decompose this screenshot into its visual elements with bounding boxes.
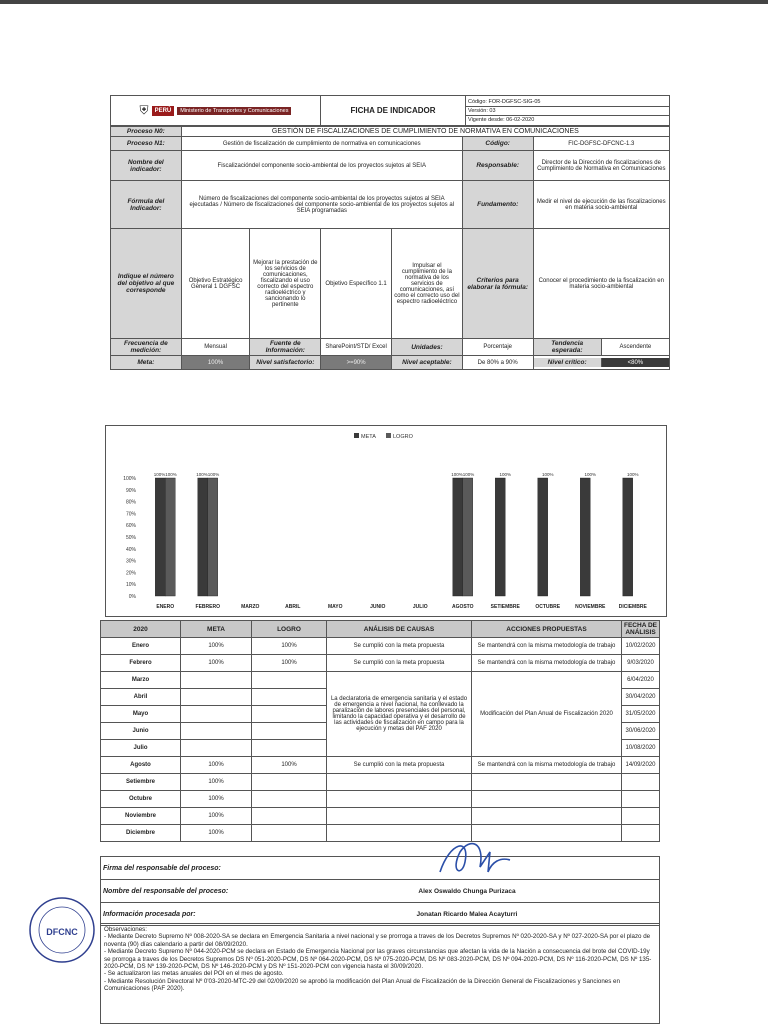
row-logro	[252, 689, 327, 706]
bar-meta	[155, 478, 165, 596]
row-meta	[181, 706, 252, 723]
row-fecha: 30/06/2020	[622, 723, 660, 740]
table-row	[101, 638, 660, 655]
observacion-item: - Mediante Resolución Directoral Nº 0'03-2020-MTC-29 del 02/09/2020 se aprobó la modificación del Plan Anual de Fiscalización de la Dirección General de Fiscalizaciones y Sanciones en Comunicaciones (PAF 2020).	[104, 977, 620, 993]
ministry-logo	[111, 96, 321, 126]
bar-logro	[463, 478, 473, 596]
x-tick-label: AGOSTO	[451, 604, 474, 610]
row-logro	[252, 706, 327, 723]
fundamento: Medir el nivel de ejecución de las fiscalizaciones en materia socio-ambiental	[533, 181, 669, 229]
y-tick-label: 30%	[125, 558, 136, 565]
row-fecha: 9/03/2020	[622, 655, 660, 672]
bar-value-label: 100%	[584, 472, 597, 477]
nombre-label: Nombre del indicador:	[111, 151, 182, 181]
y-tick-label: 60%	[125, 523, 136, 530]
row-meta: 100%	[181, 825, 252, 842]
observacion-item: - Mediante Decreto Supremo Nº 044-2020-PCM se declara en Estado de Emergencia Nacional por las graves circunstancias que afectan la vida de la Nación a consecuencia del brote del COVID-19y se prorroga a traves de los Decretos Supremos DS Nº 051-2020-PCM, DS Nº 064-2020-PCM, DS Nº 075-2020-PCM, DS Nº 083-2020-PCM, DS Nº 094-2020-PCM, DS Nº 116-2020-PCM, DS Nº 135-2020-PCM, DS Nº 139-2020-PCM, DS Nº 146-2020-PCM y DS Nº 151-2020-PCM con vigencia hasta el 30/09/2020.	[104, 948, 652, 971]
row-analisis: Se cumplió con la meta propuesta	[327, 638, 472, 655]
bar-value-label: 100%100%	[153, 472, 177, 477]
row-mes: Diciembre	[101, 825, 181, 842]
proceso-n1-label: Proceso N1:	[111, 137, 182, 151]
row-acciones-merged: Modificación del Plan Anual de Fiscalización 2020	[472, 672, 622, 757]
bar-meta	[538, 478, 548, 596]
row-fecha: 14/09/2020	[622, 757, 660, 774]
formula-label: Fórmula del Indicador:	[111, 181, 182, 229]
codigo: FIC-DGFSC-DFCNC-1.3	[533, 137, 669, 151]
bar-meta	[453, 478, 463, 596]
tendencia-label: Tendencia esperada:	[534, 339, 602, 355]
fundamento-label: Fundamento:	[462, 181, 533, 229]
row-logro: 100%	[252, 638, 327, 655]
obj-estrategico-desc: Mejorar la prestación de los servicios de comunicaciones, fiscalizando el uso correcto del espectro radioeléctrico y sancionando lo pertinente	[250, 229, 321, 339]
row-meta	[181, 723, 252, 740]
row-logro	[252, 791, 327, 808]
row-acciones: Se mantendrá con la misma metodología de trabajo	[472, 638, 622, 655]
row-analisis: Se cumplió con la meta propuesta	[327, 757, 472, 774]
row-meta: 100%	[181, 774, 252, 791]
proceso-n1: Gestión de fiscalización de cumplimiento de normativa en comunicaciones	[181, 137, 462, 151]
meta-label: Meta:	[111, 356, 182, 370]
proceso-n0: GESTIÓN DE FISCALIZACIONES DE CUMPLIMIENTO DE NORMATIVA EN COMUNICACIONES	[181, 127, 669, 137]
row-meta	[181, 689, 252, 706]
bar-value-label: 100%	[499, 472, 512, 477]
frecuencia-label: Frecuencia de medición:	[111, 339, 182, 356]
row-analisis: Se cumplió con la meta propuesta	[327, 655, 472, 672]
row-fecha: 6/04/2020	[622, 672, 660, 689]
nombre-resp-label: Nombre del responsable del proceso:	[101, 880, 276, 903]
x-tick-label: SETIEMBRE	[490, 604, 520, 610]
analysis-table	[100, 620, 660, 842]
bar-value-label: 100%100%	[451, 472, 475, 477]
row-logro	[252, 672, 327, 689]
col-meta: META	[181, 621, 252, 638]
row-acciones: Se mantendrá con la misma metodología de trabajo	[472, 655, 622, 672]
observaciones	[100, 923, 660, 1024]
y-tick-label: 100%	[123, 476, 136, 482]
row-acciones	[472, 791, 622, 808]
row-analisis	[327, 791, 472, 808]
tendencia-cell	[533, 339, 669, 356]
col-2020: 2020	[101, 621, 181, 638]
bar-meta	[198, 478, 208, 596]
unidades: Porcentaje	[462, 339, 533, 356]
nivel-sat-label: Nivel satisfactorio:	[250, 356, 321, 370]
nombre-indicador: Fiscalizacióndel componente socio-ambiental de los proyectos sujetos al SEIA	[181, 151, 462, 181]
row-fecha: 10/02/2020	[622, 638, 660, 655]
doc-title: FICHA DE INDICADOR	[321, 96, 466, 126]
row-mes: Mayo	[101, 706, 181, 723]
observacion-item: - Se actualizaron las metas anuales del POI en el mes de agosto.	[104, 970, 284, 978]
x-tick-label: NOVIEMBRE	[575, 604, 606, 610]
criterios: Conocer el procedimiento de la fiscalización en materia socio-ambiental	[533, 229, 669, 339]
doc-version: Versión: 03	[466, 106, 669, 115]
table-row	[101, 808, 660, 825]
row-meta: 100%	[181, 655, 252, 672]
row-mes: Agosto	[101, 757, 181, 774]
analysis-table-wrap	[100, 620, 660, 842]
row-fecha: 31/05/2020	[622, 706, 660, 723]
meta: 100%	[181, 356, 250, 370]
row-meta: 100%	[181, 638, 252, 655]
bar-value-label: 100%	[541, 472, 554, 477]
formula: Número de fiscalizaciones del componente socio-ambiental de los proyectos sujetos al SEIA ejecutadas / Número de fiscalizaciones del componente socio-ambiental de los proyectos sujetos al SEIA programadas	[181, 181, 462, 229]
row-mes: Octubre	[101, 791, 181, 808]
bar-logro	[208, 478, 218, 596]
row-acciones	[472, 808, 622, 825]
unidades-label: Unidades:	[392, 339, 463, 356]
row-mes: Abril	[101, 689, 181, 706]
signature-block	[100, 856, 660, 926]
nivel-crit-label: Nivel crítico:	[534, 358, 602, 367]
row-fecha: 10/08/2020	[622, 740, 660, 757]
bar-chart	[106, 426, 666, 616]
x-tick-label: ENERO	[156, 604, 175, 610]
col-analisis: ANÁLISIS DE CAUSAS	[327, 621, 472, 638]
logo-country: PERÚ	[152, 106, 175, 116]
legend-label: LOGRO	[393, 434, 413, 440]
header-table	[110, 95, 670, 126]
nombre-resp: Alex Oswaldo Chunga Purizaca	[275, 880, 660, 903]
table-row	[101, 791, 660, 808]
x-tick-label: MAYO	[327, 604, 343, 610]
row-meta	[181, 740, 252, 757]
y-tick-label: 70%	[125, 511, 136, 518]
proceso-n0-label: Proceso N0:	[111, 127, 182, 137]
table-row	[101, 774, 660, 791]
shield-icon: ⛨	[139, 103, 149, 117]
row-fecha	[622, 808, 660, 825]
row-logro	[252, 808, 327, 825]
bar-logro	[165, 478, 175, 596]
handwritten-signature	[430, 832, 520, 882]
bar-value-label: 100%	[626, 472, 639, 477]
row-logro	[252, 740, 327, 757]
objetivo-label: Indique el número del objetivo al que corresponde	[111, 229, 182, 339]
row-acciones	[472, 774, 622, 791]
row-meta: 100%	[181, 791, 252, 808]
row-logro	[252, 723, 327, 740]
obj-estrategico: Objetivo Estratégico General 1 DGFSC	[181, 229, 250, 339]
col-logro: LOGRO	[252, 621, 327, 638]
fuente-label: Fuente de Información:	[250, 339, 321, 356]
table-row	[101, 825, 660, 842]
nivel-acep: De 80% a 90%	[462, 356, 533, 370]
y-tick-label: 20%	[125, 570, 136, 577]
tendencia: Ascendente	[619, 344, 652, 350]
row-meta	[181, 672, 252, 689]
observacion-item: - Mediante Decreto Supremo Nº 008-2020-SA se declara en Emergencia Sanitaria a nivel nacional y se prorroga a traves de los Decretos Supremos Nº 020-2020-SA y Nº 027-2020-SA por el plazo de noventa (90) días calendario a partir del 08/09/2020.	[104, 933, 651, 948]
row-analisis	[327, 808, 472, 825]
x-tick-label: JUNIO	[370, 604, 386, 610]
responsable: Director de la Dirección de fiscalizaciones de Cumplimiento de Normativa en Comunicaciones	[533, 151, 669, 181]
row-mes: Enero	[101, 638, 181, 655]
row-mes: Marzo	[101, 672, 181, 689]
row-mes: Noviembre	[101, 808, 181, 825]
x-tick-label: FEBRERO	[195, 604, 220, 610]
observaciones-title: Observaciones:	[104, 926, 147, 933]
codigo-label: Código:	[462, 137, 533, 151]
col-acciones: ACCIONES PROPUESTAS	[472, 621, 622, 638]
row-mes: Setiembre	[101, 774, 181, 791]
nivel-sat: >=90%	[321, 356, 392, 370]
x-tick-label: JULIO	[412, 604, 428, 610]
row-logro	[252, 774, 327, 791]
bar-meta	[495, 478, 505, 596]
y-tick-label: 80%	[125, 499, 136, 506]
row-analisis	[327, 774, 472, 791]
x-tick-label: ABRIL	[285, 604, 301, 610]
obj-especifico-desc: Impulsar el cumplimiento de la normativa de los servicios de comunicaciones, así como el correcto uso del espectro radioeléctrico	[392, 229, 463, 339]
info-label: Información procesada por:	[101, 903, 276, 926]
nivel-acep-label: Nivel aceptable:	[392, 356, 463, 370]
x-tick-label: MARZO	[241, 604, 260, 610]
nivel-crit: <80%	[601, 358, 669, 367]
responsable-label: Responsable:	[462, 151, 533, 181]
row-analisis-merged: La declaratoria de emergencia sanitaria y el estado de emergencia a nivel nacional, ha conllevado la paralización de labores presenciales del personal, limitando la capacidad operativa y el desarrollo de las actividades de fiscalización en campo para la ejecución y metas del PAF 2020	[327, 672, 472, 757]
chart-box	[105, 425, 667, 617]
obj-especifico: Objetivo Específico 1.1	[321, 229, 392, 339]
ficha-table	[110, 126, 670, 370]
stamp-text: DFCNC	[46, 927, 78, 937]
frecuencia: Mensual	[181, 339, 250, 356]
bar-meta	[580, 478, 590, 596]
legend-label: META	[361, 434, 376, 440]
criterios-label: Criterios para elaborar la fórmula:	[462, 229, 533, 339]
row-acciones: Se mantendrá con la misma metodología de trabajo	[472, 757, 622, 774]
doc-vigente: Vigente desde: 06-02-2020	[466, 115, 669, 124]
legend-swatch	[354, 433, 359, 438]
row-logro	[252, 825, 327, 842]
doc-meta	[466, 96, 670, 126]
ficha-sheet	[110, 95, 670, 370]
x-tick-label: DICIEMBRE	[618, 604, 647, 610]
dfcnc-stamp	[27, 895, 97, 965]
table-row	[101, 757, 660, 774]
info-procesada: Jonatan Ricardo Malea Acayturri	[275, 903, 660, 926]
y-tick-label: 10%	[125, 582, 136, 589]
row-fecha	[622, 825, 660, 842]
nivel-crit-cell	[533, 356, 669, 370]
x-tick-label: OCTUBRE	[535, 604, 561, 610]
y-tick-label: 0%	[128, 594, 136, 600]
doc-code: Código: FOR-DGFSC-SIG-05	[466, 98, 669, 107]
y-tick-label: 90%	[125, 487, 136, 494]
firma-label: Firma del responsable del proceso:	[101, 857, 276, 880]
legend-swatch	[386, 433, 391, 438]
row-logro: 100%	[252, 757, 327, 774]
row-logro: 100%	[252, 655, 327, 672]
table-row	[101, 672, 660, 689]
fuente: SharePoint/STD/ Excel	[321, 339, 392, 356]
bar-value-label: 100%100%	[196, 472, 220, 477]
row-fecha	[622, 774, 660, 791]
logo-ministry: Ministerio de Transportes y Comunicaciones	[177, 107, 291, 115]
y-tick-label: 40%	[125, 546, 136, 553]
row-fecha: 30/04/2020	[622, 689, 660, 706]
scan-top-edge	[0, 0, 768, 4]
bar-meta	[623, 478, 633, 596]
row-mes: Febrero	[101, 655, 181, 672]
y-tick-label: 50%	[125, 535, 136, 541]
col-fecha: FECHA DE ANÁLISIS	[622, 621, 660, 638]
table-row	[101, 655, 660, 672]
row-fecha	[622, 791, 660, 808]
row-meta: 100%	[181, 757, 252, 774]
row-mes: Julio	[101, 740, 181, 757]
row-meta: 100%	[181, 808, 252, 825]
row-mes: Junio	[101, 723, 181, 740]
